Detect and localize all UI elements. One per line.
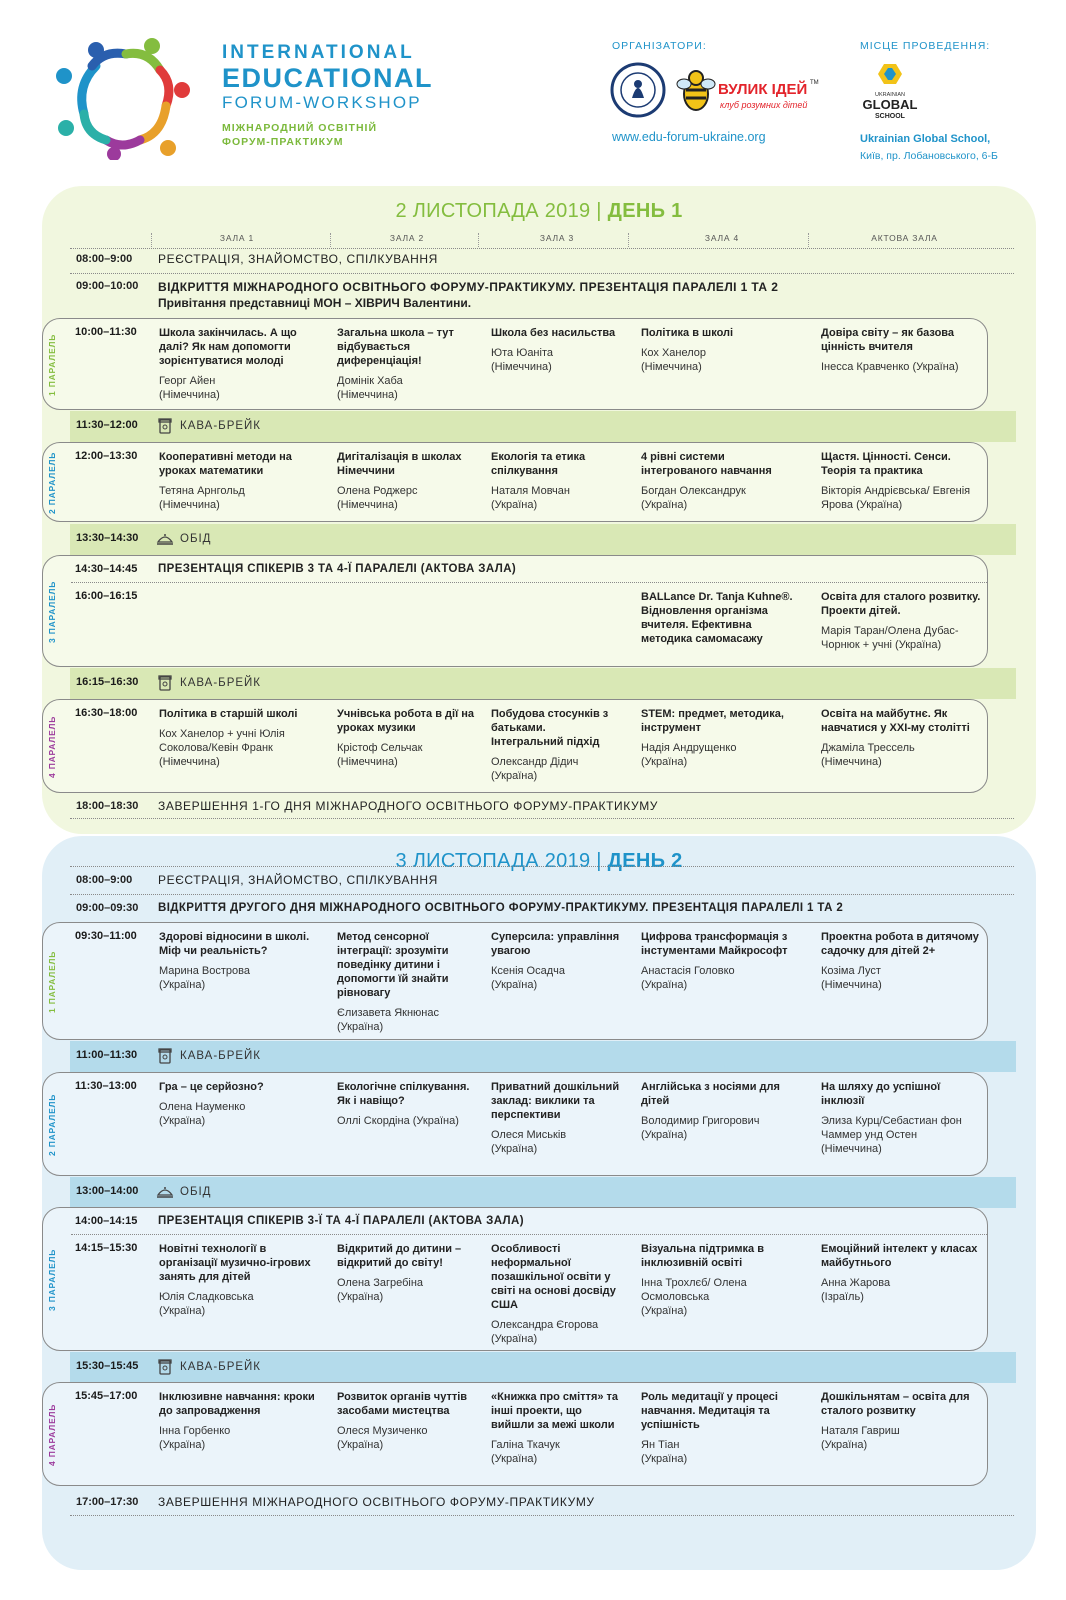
parallel-label: 3 ПАРАЛЕЛЬ: [47, 580, 57, 644]
session-cell[interactable]: Побудова стосунків з батьками. Інтегральний підхід Олександр Дідич (Україна): [491, 708, 609, 782]
lunch-tray-icon: [156, 1183, 174, 1201]
session-cell[interactable]: Візуальна підтримка в інклюзивній освіті Інна Трохлєб/ Олена Осмоловська (Україна): [641, 1243, 764, 1317]
parallel-time: 14:15–15:30: [75, 1242, 138, 1254]
column-divider: [628, 233, 629, 247]
session-cell[interactable]: Інклюзивне навчання: кроки до запровадження Інна Горбенко (Україна): [159, 1391, 315, 1451]
session-cell[interactable]: Цифрова трансформація з інстументами Майкрософт Анастасія Головко (Україна): [641, 931, 788, 991]
vulyk-idei-logo-icon: [676, 64, 836, 120]
session-cell[interactable]: Школа закінчилась. А що далі? Як нам допомогти зорієнтуватися молоді Георг Айен (Німеччина): [159, 327, 297, 401]
opening-text: ВІДКРИТТЯ ДРУГОГО ДНЯ МІЖНАРОДНОГО ОСВІТНЬОГО ФОРУМУ-ПРАКТИКУМУ. ПРЕЗЕНТАЦІЯ ПАРАЛЕЛІ 1 ТА 2: [158, 902, 844, 914]
break-time: 16:15–16:30: [76, 676, 139, 688]
break-time: 11:00–11:30: [76, 1049, 138, 1061]
parallel-time: 16:00–16:15: [75, 590, 138, 602]
day-1-parallel-3: [42, 555, 988, 667]
break-label: КАВА-БРЕЙК: [180, 420, 262, 432]
coffee-break-band: [70, 1352, 1016, 1383]
reg-time: 08:00–9:00: [76, 874, 133, 886]
column-divider: [151, 233, 152, 247]
divider: [71, 582, 987, 583]
bee-logo-text: ВУЛИК ІДЕЙ: [718, 81, 808, 98]
lunch-band: [70, 524, 1016, 555]
session-cell[interactable]: Розвиток органів чуттів засобами мистецтва Олеся Музиченко (Україна): [337, 1391, 468, 1451]
bee-logo-tm: TM: [810, 80, 819, 86]
forum-logo-icon: [56, 36, 192, 160]
session-cell[interactable]: STEM: предмет, методика, інструмент Надія Андрущенко (Україна): [641, 708, 784, 768]
forum-title: [222, 42, 433, 149]
title-line-1: INTERNATIONAL: [222, 42, 415, 63]
session-cell[interactable]: Суперсила: управління увагою Ксенія Осадча (Україна): [491, 931, 620, 991]
parallel-time: 12:00–13:30: [75, 450, 138, 462]
parallel-time: 16:30–18:00: [75, 707, 138, 719]
closing-time: 17:00–17:30: [76, 1496, 139, 1508]
coffee-cup-icon: [156, 417, 174, 435]
break-time: 11:30–12:00: [76, 419, 138, 431]
day-2-date: 3 ЛИСТОПАДА 2019 |: [395, 850, 602, 872]
lunch-tray-icon: [156, 530, 174, 548]
divider: [70, 818, 1014, 819]
session-cell[interactable]: На шляху до успішної інклюзії Элиза Курц/Себастиан фон Чаммер унд Остен (Німеччина): [821, 1081, 962, 1155]
title-ua-2: ФОРУМ-ПРАКТИКУМ: [222, 136, 344, 148]
title-line-3: FORUM-WORKSHOP: [222, 93, 422, 112]
closing-text: ЗАВЕРШЕННЯ МІЖНАРОДНОГО ОСВІТНЬОГО ФОРУМУ-ПРАКТИКУМУ: [158, 1495, 595, 1509]
divider: [71, 1234, 987, 1235]
reg-time: 08:00–9:00: [76, 253, 133, 265]
organizers-label: ОРГАНІЗАТОРИ:: [612, 40, 707, 52]
closing-time: 18:00–18:30: [76, 800, 139, 812]
session-cell[interactable]: Особливості неформальної позашкільної освіти у світі на основі досвіду США Олександра Єгорова (Україна): [491, 1243, 616, 1345]
break-time: 15:30–15:45: [76, 1360, 139, 1372]
parallel-time: 11:30–13:00: [75, 1080, 137, 1092]
session-cell[interactable]: Емоційний інтелект у класах майбутнього Анна Жарова (Ізраїль): [821, 1243, 978, 1303]
session-cell[interactable]: Щастя. Цінності. Сенси. Теорія та практика Вікторія Андрієвська/ Евгенія Ярова (Україна): [821, 451, 971, 511]
column-divider: [808, 233, 809, 247]
venue-address: Київ, пр. Лобановського, 6-Б: [860, 150, 998, 162]
session-cell[interactable]: Гра – це серйозно? Олена Науменко (Україна): [159, 1081, 264, 1127]
day-1-parallel-2: [42, 442, 988, 522]
presentation-text: ПРЕЗЕНТАЦІЯ СПІКЕРІВ 3 ТА 4-Ї ПАРАЛЕЛІ (АКТОВА ЗАЛА): [158, 563, 517, 575]
lunch-label: ОБІД: [180, 1186, 212, 1198]
hall-3-header: ЗАЛА 3: [539, 233, 575, 243]
day-2-parallel-2: [42, 1072, 988, 1176]
session-cell[interactable]: Освіта для сталого розвитку. Проекти дітей. Марія Таран/Олена Дубас-Чорнюк + учні (Україна): [821, 591, 981, 651]
session-cell[interactable]: Учнівська робота в дії на уроках музики Крістоф Сельчак (Німеччина): [337, 708, 474, 768]
session-cell[interactable]: «Книжка про сміття» та інші проекти, що вийшли за межі школи Галіна Ткачук (Україна): [491, 1391, 619, 1465]
parallel-label: 2 ПАРАЛЕЛЬ: [47, 1093, 57, 1157]
global-school-logo-icon: [858, 60, 938, 124]
closing-text: ЗАВЕРШЕННЯ 1-ГО ДНЯ МІЖНАРОДНОГО ОСВІТНЬОГО ФОРУМУ-ПРАКТИКУМУ: [158, 799, 659, 813]
coffee-cup-icon: [156, 1047, 174, 1065]
day-1-parallel-1: [42, 318, 988, 410]
hall-header-row: [152, 233, 1032, 247]
session-cell[interactable]: Загальна школа – тут відбувається диференціація! Домінік Хаба (Німеччина): [337, 327, 454, 401]
venue-logo-school: SCHOOL: [875, 113, 905, 120]
day-1-title: [42, 200, 1036, 223]
divider: [70, 273, 1014, 274]
presentation-time: 14:00–14:15: [75, 1215, 138, 1227]
opening-sub: Привітання представниці МОН – ХІВРИЧ Валентини.: [158, 296, 472, 310]
day-2-label: ДЕНЬ 2: [607, 850, 683, 872]
session-cell[interactable]: Дигіталізація в школах Німеччини Олена Роджерс (Німеччина): [337, 451, 462, 511]
day-2-panel: [42, 836, 1036, 1570]
title-ua-1: МІЖНАРОДНИЙ ОСВІТНІЙ: [222, 122, 377, 134]
column-divider: [478, 233, 479, 247]
opening-time: 09:00–10:00: [76, 280, 139, 292]
coffee-break-band: [70, 1041, 1016, 1072]
coffee-break-band: [70, 668, 1016, 699]
session-cell[interactable]: Політика в школі Кох Ханелор (Німеччина): [641, 327, 734, 373]
session-cell[interactable]: Кооперативні методи на уроках математики Тетяна Арнгольд (Німеччина): [159, 451, 292, 511]
bee-logo-sub: клуб розумних дітей: [720, 100, 808, 110]
session-cell[interactable]: Новітні технології в організації музично-ігрових занять для дітей Юлія Сладковська (Україна): [159, 1243, 311, 1317]
divider: [70, 248, 1014, 249]
parallel-time: 15:45–17:00: [75, 1390, 138, 1402]
session-cell[interactable]: Екологія та етика спілкування Наталя Мовчан (Україна): [491, 451, 586, 511]
hall-aktova-header: АКТОВА ЗАЛА: [871, 233, 938, 243]
venue-label: МІСЦЕ ПРОВЕДЕННЯ:: [860, 40, 991, 52]
session-cell[interactable]: Довіра світу – як базова цінність вчителя Інесса Кравченко (Україна): [821, 327, 959, 373]
session-cell[interactable]: Приватний дошкільний заклад: виклики та перспективи Олеся Миськів (Україна): [491, 1081, 620, 1155]
day-2-title: [42, 850, 1036, 873]
day-1-label: ДЕНЬ 1: [607, 200, 683, 222]
parallel-label: 2 ПАРАЛЕЛЬ: [47, 451, 57, 515]
day-2-parallel-1: [42, 922, 988, 1040]
divider: [70, 866, 1014, 867]
session-cell[interactable]: Відкритий до дитини – відкритий до світу! Олена Загребіна (Україна): [337, 1243, 462, 1303]
parallel-label: 4 ПАРАЛЕЛЬ: [47, 715, 57, 779]
session-cell[interactable]: Метод сенсорної інтеграції: зрозуміти поведінку дитини і допомогти їй знайти рівновагу Єлизавета Якнюнас (Україна): [337, 931, 449, 1033]
break-label: КАВА-БРЕЙК: [180, 1050, 262, 1062]
session-cell[interactable]: Політика в старшій школі Кох Ханелор + учні Юлія Соколова/Кевін Франк (Німеччина): [159, 708, 298, 768]
parallel-label: 3 ПАРАЛЕЛЬ: [47, 1248, 57, 1312]
day-1-date: 2 ЛИСТОПАДА 2019 |: [395, 200, 602, 222]
lunch-label: ОБІД: [180, 533, 212, 545]
divider: [70, 1515, 1014, 1516]
session-cell[interactable]: Дошкільнятам – освіта для сталого розвитку Наталя Гавриш (Україна): [821, 1391, 970, 1451]
session-cell[interactable]: BALLance Dr. Tanja Kuhne®. Відновлення організма вчителя. Ефективна методика самомасажу: [641, 591, 793, 645]
venue-logo-small: UKRAINIAN: [875, 92, 905, 98]
session-cell[interactable]: 4 рівні системи інтегрованого навчання Богдан Олександрук (Україна): [641, 451, 772, 511]
session-cell[interactable]: Здорові відносини в школі. Міф чи реальність? Марина Вострова (Україна): [159, 931, 310, 991]
coffee-cup-icon: [156, 674, 174, 692]
parallel-time: 10:00–11:30: [75, 326, 137, 338]
break-label: КАВА-БРЕЙК: [180, 677, 262, 689]
divider: [70, 894, 1014, 895]
presentation-text: ПРЕЗЕНТАЦІЯ СПІКЕРІВ 3-Ї ТА 4-Ї ПАРАЛЕЛІ (АКТОВА ЗАЛА): [158, 1215, 524, 1227]
soroptimist-seal-icon: [610, 62, 666, 118]
day-2-parallel-4: [42, 1382, 988, 1486]
session-cell[interactable]: Школа без насильства Юта Юаніта (Німеччина): [491, 327, 616, 373]
reg-text: РЕЄСТРАЦІЯ, ЗНАЙОМСТВО, СПІЛКУВАННЯ: [158, 252, 438, 266]
hall-4-header: ЗАЛА 4: [704, 233, 740, 243]
venue-name: Ukrainian Global School,: [860, 133, 991, 145]
reg-text: РЕЄСТРАЦІЯ, ЗНАЙОМСТВО, СПІЛКУВАННЯ: [158, 873, 438, 887]
session-cell[interactable]: Освіта на майбутнє. Як навчатися у XXI-му столітті Джаміла Трессель (Німеччина): [821, 708, 970, 768]
coffee-break-band: [70, 411, 1016, 442]
lunch-band: [70, 1177, 1016, 1208]
opening-text: ВІДКРИТТЯ МІЖНАРОДНОГО ОСВІТНЬОГО ФОРУМУ-ПРАКТИКУМУ. ПРЕЗЕНТАЦІЯ ПАРАЛЕЛІ 1 ТА 2: [158, 280, 779, 294]
title-line-2: EDUCATIONAL: [222, 63, 433, 93]
session-cell[interactable]: Проектна робота в дитячому садочку для дітей 2+ Козіма Луст (Німеччина): [821, 931, 979, 991]
break-label: КАВА-БРЕЙК: [180, 1361, 262, 1373]
day-1-panel: [42, 186, 1036, 834]
header: [0, 0, 1066, 180]
session-cell[interactable]: Англійська з носіями для дітей Володимир Григорович (Україна): [641, 1081, 780, 1141]
presentation-time: 14:30–14:45: [75, 563, 138, 575]
day-1-parallel-4: [42, 699, 988, 793]
forum-url-link[interactable]: www.edu-forum-ukraine.org: [612, 130, 766, 144]
session-cell[interactable]: Екологічне спілкування. Як і навіщо? Оллі Скордіна (Україна): [337, 1081, 470, 1127]
parallel-label: 1 ПАРАЛЕЛЬ: [47, 333, 57, 397]
lunch-time: 13:00–14:00: [76, 1185, 139, 1197]
hall-1-header: ЗАЛА 1: [219, 233, 255, 243]
hall-2-header: ЗАЛА 2: [389, 233, 425, 243]
column-divider: [330, 233, 331, 247]
opening-time: 09:00–09:30: [76, 902, 139, 914]
parallel-label: 4 ПАРАЛЕЛЬ: [47, 1403, 57, 1467]
day-2-parallel-3: [42, 1207, 988, 1351]
parallel-time: 09:30–11:00: [75, 930, 137, 942]
coffee-cup-icon: [156, 1358, 174, 1376]
venue-logo-big: GLOBAL: [862, 97, 918, 112]
lunch-time: 13:30–14:30: [76, 532, 139, 544]
parallel-label: 1 ПАРАЛЕЛЬ: [47, 950, 57, 1014]
session-cell[interactable]: Роль медитації у процесі навчання. Медитація та успішність Ян Тіан (Україна): [641, 1391, 778, 1465]
